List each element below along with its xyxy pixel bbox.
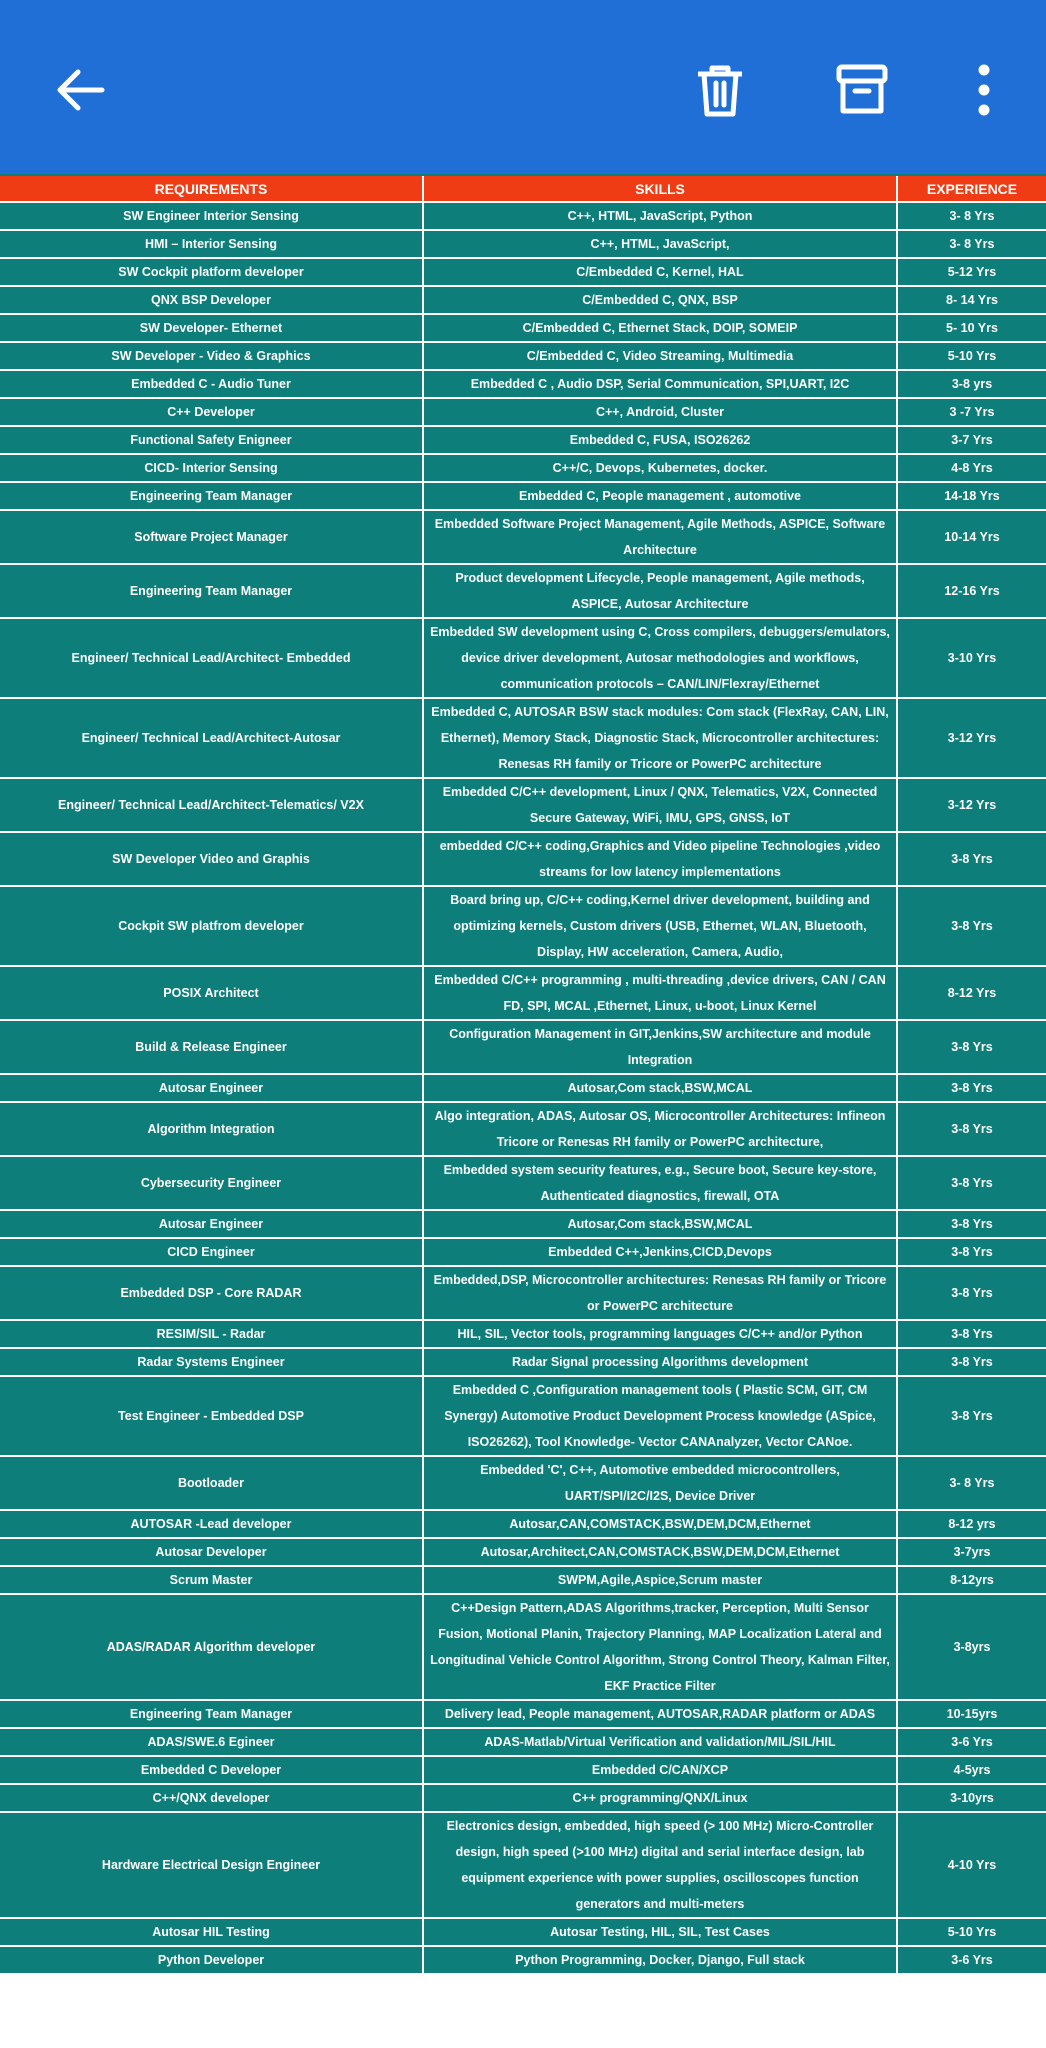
skills-cell: Embedded C/CAN/XCP	[424, 1757, 898, 1785]
skills-cell: C++, HTML, JavaScript,	[424, 231, 898, 259]
table-row	[0, 1211, 1046, 1239]
skills-cell: HIL, SIL, Vector tools, programming languages C/C++ and/or Python	[424, 1321, 898, 1349]
skills-cell: Embedded C, FUSA, ISO26262	[424, 427, 898, 455]
table-body	[0, 203, 1046, 1975]
requirement-cell: Autosar HIL Testing	[0, 1919, 424, 1947]
requirement-cell: Test Engineer - Embedded DSP	[0, 1377, 424, 1457]
experience-cell: 12-16 Yrs	[898, 565, 1046, 619]
experience-cell: 3-8 Yrs	[898, 833, 1046, 887]
requirement-cell: Radar Systems Engineer	[0, 1349, 424, 1377]
experience-cell: 3-10yrs	[898, 1785, 1046, 1813]
experience-cell: 3-8yrs	[898, 1595, 1046, 1701]
experience-cell: 4-8 Yrs	[898, 455, 1046, 483]
skills-cell: Embedded C/C++ programming , multi-threading ,device drivers, CAN / CAN FD, SPI, MCAL ,Ethernet, Linux, u-boot, Linux Kernel	[424, 967, 898, 1021]
table-row	[0, 427, 1046, 455]
table-row	[0, 203, 1046, 231]
back-button[interactable]	[40, 50, 120, 130]
skills-cell: C++, HTML, JavaScript, Python	[424, 203, 898, 231]
experience-cell: 5-10 Yrs	[898, 1919, 1046, 1947]
table-row	[0, 1785, 1046, 1813]
skills-cell: SWPM,Agile,Aspice,Scrum master	[424, 1567, 898, 1595]
table-row	[0, 315, 1046, 343]
requirement-cell: Software Project Manager	[0, 511, 424, 565]
experience-cell: 8- 14 Yrs	[898, 287, 1046, 315]
table-row	[0, 833, 1046, 887]
requirement-cell: Bootloader	[0, 1457, 424, 1511]
skills-cell: Product development Lifecycle, People management, Agile methods, ASPICE, Autosar Architecture	[424, 565, 898, 619]
experience-cell: 5- 10 Yrs	[898, 315, 1046, 343]
table-row	[0, 1021, 1046, 1075]
experience-cell: 3-7 Yrs	[898, 427, 1046, 455]
skills-cell: Embedded system security features, e.g., Secure boot, Secure key-store, Authenticated diagnostics, firewall, OTA	[424, 1157, 898, 1211]
requirement-cell: Autosar Engineer	[0, 1211, 424, 1239]
skills-cell: Embedded,DSP, Microcontroller architectures: Renesas RH family or Tricore or PowerPC architecture	[424, 1267, 898, 1321]
job-requirements-table	[0, 176, 1046, 1975]
table-row	[0, 1239, 1046, 1267]
requirement-cell: Engineering Team Manager	[0, 483, 424, 511]
table-row	[0, 1457, 1046, 1511]
experience-cell: 3- 8 Yrs	[898, 231, 1046, 259]
table-row	[0, 619, 1046, 699]
requirement-cell: SW Cockpit platform developer	[0, 259, 424, 287]
experience-cell: 3 -7 Yrs	[898, 399, 1046, 427]
requirement-cell: Scrum Master	[0, 1567, 424, 1595]
experience-cell: 3-10 Yrs	[898, 619, 1046, 699]
requirement-cell: Autosar Engineer	[0, 1075, 424, 1103]
experience-cell: 3-6 Yrs	[898, 1729, 1046, 1757]
requirement-cell: SW Developer Video and Graphis	[0, 833, 424, 887]
skills-cell: embedded C/C++ coding,Graphics and Video pipeline Technologies ,video streams for low latency implementations	[424, 833, 898, 887]
skills-cell: Embedded C, AUTOSAR BSW stack modules: Com stack (FlexRay, CAN, LIN, Ethernet), Memory Stack, Diagnostic Stack, Microcontroller architectures: Renesas RH family or Tricore or PowerPC architecture	[424, 699, 898, 779]
skills-cell: Embedded C/C++ development, Linux / QNX, Telematics, V2X, Connected Secure Gateway, WiFi, IMU, GPS, GNSS, IoT	[424, 779, 898, 833]
requirement-cell: Autosar Developer	[0, 1539, 424, 1567]
app-bar	[0, 0, 1046, 174]
experience-cell: 3-8 Yrs	[898, 1075, 1046, 1103]
requirement-cell: Engineer/ Technical Lead/Architect-Autosar	[0, 699, 424, 779]
experience-cell: 3-8 yrs	[898, 371, 1046, 399]
requirement-cell: Engineer/ Technical Lead/Architect-Telematics/ V2X	[0, 779, 424, 833]
skills-cell: Delivery lead, People management, AUTOSAR,RADAR platform or ADAS	[424, 1701, 898, 1729]
requirement-cell: Functional Safety Enigneer	[0, 427, 424, 455]
skills-cell: C/Embedded C, QNX, BSP	[424, 287, 898, 315]
table-row	[0, 259, 1046, 287]
table-row	[0, 1539, 1046, 1567]
arrow-left-icon	[50, 60, 110, 120]
skills-cell: Embedded Software Project Management, Agile Methods, ASPICE, Software Architecture	[424, 511, 898, 565]
skills-cell: Embedded SW development using C, Cross compilers, debuggers/emulators, device driver development, Autosar methodologies and workflows, communication protocols – CAN/LIN/Flexray/Ethernet	[424, 619, 898, 699]
experience-cell: 3-8 Yrs	[898, 887, 1046, 967]
requirement-cell: Python Developer	[0, 1947, 424, 1975]
table-row	[0, 511, 1046, 565]
requirement-cell: Hardware Electrical Design Engineer	[0, 1813, 424, 1919]
table-row	[0, 1567, 1046, 1595]
experience-cell: 4-10 Yrs	[898, 1813, 1046, 1919]
trash-icon	[690, 60, 750, 120]
requirement-cell: ADAS/SWE.6 Egineer	[0, 1729, 424, 1757]
header-experience: EXPERIENCE	[898, 176, 1046, 203]
skills-cell: ADAS-Matlab/Virtual Verification and validation/MIL/SIL/HIL	[424, 1729, 898, 1757]
experience-cell: 10-14 Yrs	[898, 511, 1046, 565]
requirement-cell: Embedded C - Audio Tuner	[0, 371, 424, 399]
skills-cell: Configuration Management in GIT,Jenkins,SW architecture and module Integration	[424, 1021, 898, 1075]
skills-cell: C/Embedded C, Kernel, HAL	[424, 259, 898, 287]
requirement-cell: CICD Engineer	[0, 1239, 424, 1267]
requirement-cell: Build & Release Engineer	[0, 1021, 424, 1075]
requirement-cell: Engineering Team Manager	[0, 1701, 424, 1729]
skills-cell: Embedded C ,Configuration management tools ( Plastic SCM, GIT, CM Synergy) Automotive Product Development Process knowledge (ASpice, ISO26262), Tool Knowledge- Vector CANAnalyzer, Vector CANoe.	[424, 1377, 898, 1457]
skills-cell: Autosar,Architect,CAN,COMSTACK,BSW,DEM,DCM,Ethernet	[424, 1539, 898, 1567]
table-row	[0, 1947, 1046, 1975]
skills-cell: C++, Android, Cluster	[424, 399, 898, 427]
more-vertical-icon	[969, 60, 999, 120]
experience-cell: 3- 8 Yrs	[898, 203, 1046, 231]
experience-cell: 4-5yrs	[898, 1757, 1046, 1785]
requirement-cell: ADAS/RADAR Algorithm developer	[0, 1595, 424, 1701]
archive-button[interactable]	[822, 50, 902, 130]
requirement-cell: Cockpit SW platfrom developer	[0, 887, 424, 967]
table-row	[0, 1321, 1046, 1349]
experience-cell: 3-8 Yrs	[898, 1267, 1046, 1321]
table-row	[0, 1813, 1046, 1919]
table-row	[0, 231, 1046, 259]
table-header-row	[0, 176, 1046, 203]
experience-cell: 3-8 Yrs	[898, 1321, 1046, 1349]
requirement-cell: SW Developer - Video & Graphics	[0, 343, 424, 371]
table-row	[0, 887, 1046, 967]
table-row	[0, 1075, 1046, 1103]
experience-cell: 3-8 Yrs	[898, 1239, 1046, 1267]
table-row	[0, 1377, 1046, 1457]
skills-cell: Autosar,Com stack,BSW,MCAL	[424, 1075, 898, 1103]
table-row	[0, 967, 1046, 1021]
table-row	[0, 343, 1046, 371]
more-options-button[interactable]	[944, 50, 1024, 130]
table-row	[0, 779, 1046, 833]
table-row	[0, 1729, 1046, 1757]
requirement-cell: HMI – Interior Sensing	[0, 231, 424, 259]
archive-icon	[832, 60, 892, 120]
delete-button[interactable]	[680, 50, 760, 130]
skills-cell: Radar Signal processing Algorithms development	[424, 1349, 898, 1377]
experience-cell: 3-12 Yrs	[898, 699, 1046, 779]
skills-cell: C++ programming/QNX/Linux	[424, 1785, 898, 1813]
skills-cell: Embedded C , Audio DSP, Serial Communication, SPI,UART, I2C	[424, 371, 898, 399]
experience-cell: 8-12yrs	[898, 1567, 1046, 1595]
skills-cell: Electronics design, embedded, high speed (> 100 MHz) Micro-Controller design, high speed (>100 MHz) digital and serial interface design, lab equipment experience with power supplies, oscilloscopes function generators and multi-meters	[424, 1813, 898, 1919]
table-row	[0, 399, 1046, 427]
requirement-cell: Engineer/ Technical Lead/Architect- Embedded	[0, 619, 424, 699]
skills-cell: Board bring up, C/C++ coding,Kernel driver development, building and optimizing kernels, Custom drivers (USB, Ethernet, WLAN, Bluetooth, Display, HW acceleration, Camera, Audio,	[424, 887, 898, 967]
requirement-cell: Algorithm Integration	[0, 1103, 424, 1157]
table-row	[0, 1757, 1046, 1785]
requirement-cell: RESIM/SIL - Radar	[0, 1321, 424, 1349]
table-row	[0, 1157, 1046, 1211]
experience-cell: 3-12 Yrs	[898, 779, 1046, 833]
experience-cell: 3-8 Yrs	[898, 1103, 1046, 1157]
experience-cell: 3-8 Yrs	[898, 1211, 1046, 1239]
experience-cell: 8-12 yrs	[898, 1511, 1046, 1539]
table-row	[0, 1595, 1046, 1701]
job-table-container[interactable]	[0, 176, 1046, 2048]
skills-cell: Embedded C, People management , automotive	[424, 483, 898, 511]
requirement-cell: POSIX Architect	[0, 967, 424, 1021]
requirement-cell: C++/QNX developer	[0, 1785, 424, 1813]
experience-cell: 3-6 Yrs	[898, 1947, 1046, 1975]
table-row	[0, 287, 1046, 315]
table-row	[0, 371, 1046, 399]
experience-cell: 5-10 Yrs	[898, 343, 1046, 371]
table-row	[0, 699, 1046, 779]
requirement-cell: Embedded C Developer	[0, 1757, 424, 1785]
requirement-cell: Engineering Team Manager	[0, 565, 424, 619]
skills-cell: C++Design Pattern,ADAS Algorithms,tracker, Perception, Multi Sensor Fusion, Motional Planin, Trajectory Planning, MAP Localization Lateral and Longitudinal Vehicle Control Algorithm, Strong Control Theory, Kalman Filter, EKF Practice Filter	[424, 1595, 898, 1701]
experience-cell: 5-12 Yrs	[898, 259, 1046, 287]
requirement-cell: Embedded DSP - Core RADAR	[0, 1267, 424, 1321]
table-row	[0, 1919, 1046, 1947]
skills-cell: Python Programming, Docker, Django, Full stack	[424, 1947, 898, 1975]
requirement-cell: CICD- Interior Sensing	[0, 455, 424, 483]
skills-cell: C/Embedded C, Ethernet Stack, DOIP, SOMEIP	[424, 315, 898, 343]
skills-cell: C++/C, Devops, Kubernetes, docker.	[424, 455, 898, 483]
requirement-cell: Cybersecurity Engineer	[0, 1157, 424, 1211]
skills-cell: Embedded 'C', C++, Automotive embedded microcontrollers, UART/SPI/I2C/I2S, Device Driver	[424, 1457, 898, 1511]
table-row	[0, 565, 1046, 619]
skills-cell: Embedded C++,Jenkins,CICD,Devops	[424, 1239, 898, 1267]
experience-cell: 8-12 Yrs	[898, 967, 1046, 1021]
experience-cell: 3-8 Yrs	[898, 1157, 1046, 1211]
experience-cell: 14-18 Yrs	[898, 483, 1046, 511]
requirement-cell: SW Developer- Ethernet	[0, 315, 424, 343]
skills-cell: Autosar,Com stack,BSW,MCAL	[424, 1211, 898, 1239]
skills-cell: Algo integration, ADAS, Autosar OS, Microcontroller Architectures: Infineon Tricore or Renesas RH family or PowerPC architecture,	[424, 1103, 898, 1157]
experience-cell: 3-8 Yrs	[898, 1349, 1046, 1377]
table-row	[0, 483, 1046, 511]
requirement-cell: SW Engineer Interior Sensing	[0, 203, 424, 231]
table-row	[0, 1267, 1046, 1321]
skills-cell: C/Embedded C, Video Streaming, Multimedia	[424, 343, 898, 371]
skills-cell: Autosar,CAN,COMSTACK,BSW,DEM,DCM,Ethernet	[424, 1511, 898, 1539]
table-row	[0, 1701, 1046, 1729]
requirement-cell: QNX BSP Developer	[0, 287, 424, 315]
experience-cell: 3-8 Yrs	[898, 1377, 1046, 1457]
experience-cell: 3-7yrs	[898, 1539, 1046, 1567]
header-requirements: REQUIREMENTS	[0, 176, 424, 203]
table-row	[0, 455, 1046, 483]
table-row	[0, 1103, 1046, 1157]
requirement-cell: AUTOSAR -Lead developer	[0, 1511, 424, 1539]
experience-cell: 10-15yrs	[898, 1701, 1046, 1729]
experience-cell: 3- 8 Yrs	[898, 1457, 1046, 1511]
skills-cell: Autosar Testing, HIL, SIL, Test Cases	[424, 1919, 898, 1947]
requirement-cell: C++ Developer	[0, 399, 424, 427]
table-row	[0, 1349, 1046, 1377]
header-skills: SKILLS	[424, 176, 898, 203]
table-row	[0, 1511, 1046, 1539]
experience-cell: 3-8 Yrs	[898, 1021, 1046, 1075]
